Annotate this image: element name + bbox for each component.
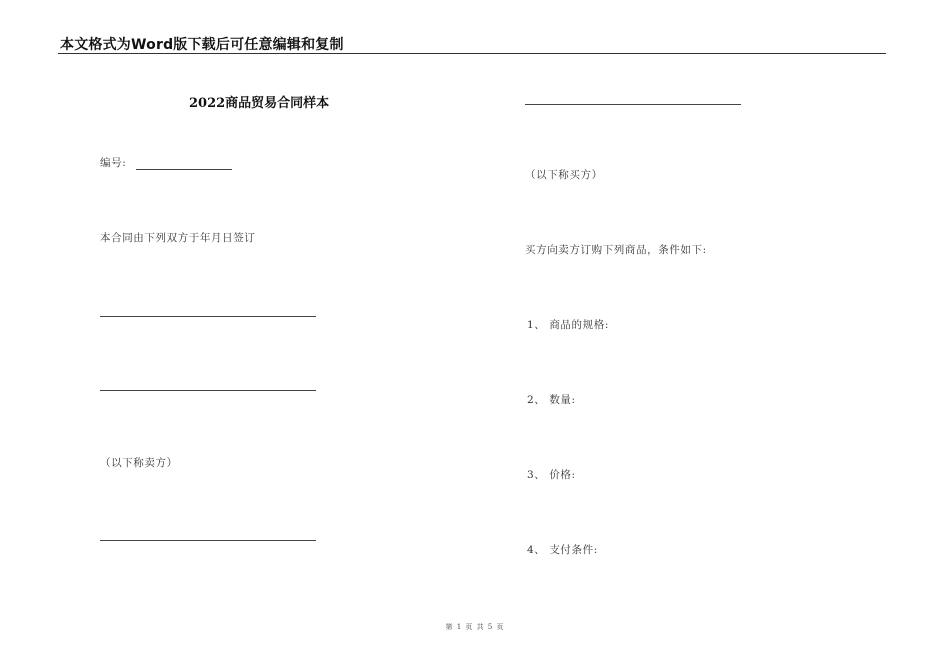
buyer-label: （以下称买方）: [525, 169, 603, 181]
party-blank-line-3: [100, 540, 316, 541]
term-item-price: 3、 价格:: [527, 469, 576, 481]
seller-label: （以下称卖方）: [100, 457, 178, 469]
order-intro: 买方向卖方订购下列商品，条件如下:: [525, 244, 707, 256]
term-item-quantity: 2、 数量:: [527, 394, 576, 406]
contract-number-blank: [136, 158, 232, 170]
header-divider: [58, 53, 886, 54]
party-blank-line-2: [100, 390, 316, 391]
term-item-payment: 4、 支付条件:: [527, 544, 598, 556]
document-title: 2022商品贸易合同样本: [189, 96, 330, 111]
contract-number-label: 编号:: [100, 157, 127, 169]
download-banner: 本文格式为Word版下载后可任意编辑和复制: [60, 37, 344, 53]
party-blank-line-1: [100, 316, 316, 317]
buyer-blank-line: [525, 104, 741, 105]
contract-number-row: [100, 155, 232, 170]
signing-statement: 本合同由下列双方于年月日签订: [100, 232, 256, 244]
page-number: 第 1 页 共 5 页: [445, 623, 505, 631]
term-item-specification: 1、 商品的规格:: [527, 319, 609, 331]
